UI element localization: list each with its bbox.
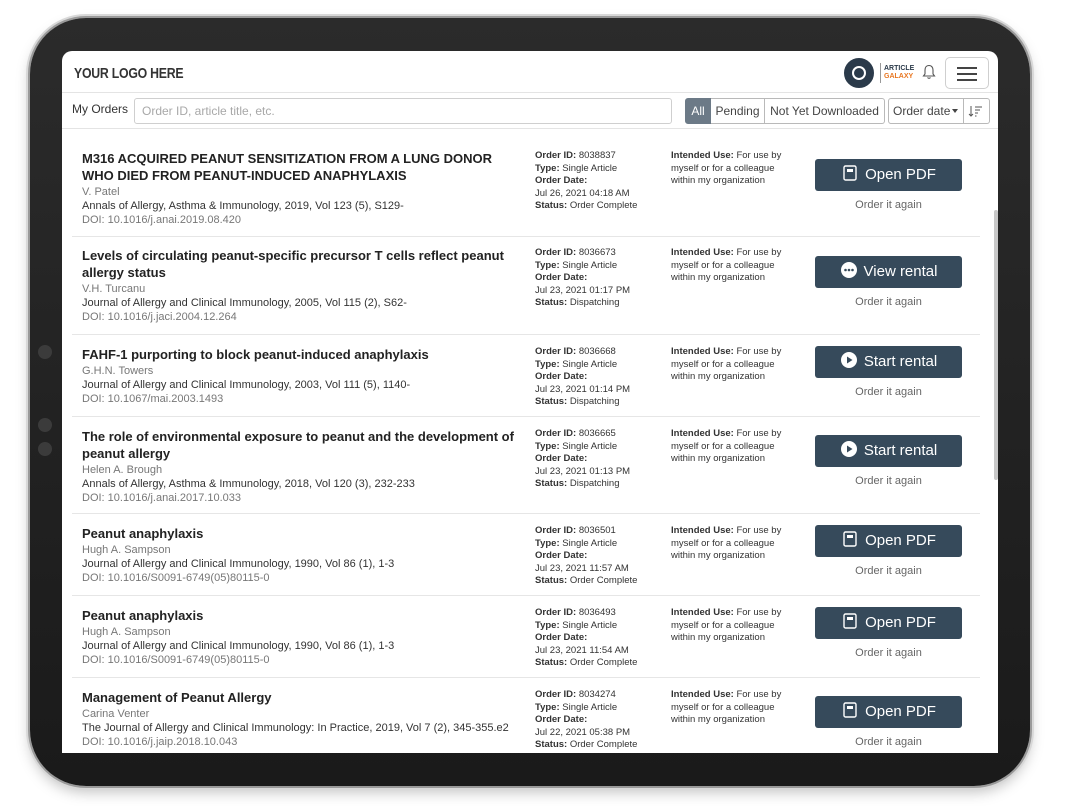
sort-direction-button[interactable]	[964, 98, 990, 124]
order-date: Jul 23, 2021 11:57 AM	[535, 562, 629, 574]
intended-use: Intended Use: For use by myself or for a colleague within my organization	[671, 607, 782, 643]
intended-use: Intended Use: For use by myself or for a colleague within my organization	[671, 150, 782, 186]
open-pdf-button[interactable]: Open PDF	[815, 696, 962, 728]
article-title[interactable]: Peanut anaphylaxis	[82, 526, 204, 541]
bell-icon[interactable]	[922, 64, 936, 80]
order-row	[72, 237, 980, 335]
article-title[interactable]: The role of environmental exposure to peanut and the development of peanut allergy	[82, 429, 514, 461]
article-author: Helen A. Brough	[82, 464, 163, 476]
article-journal: The Journal of Allergy and Clinical Immunology: In Practice, 2019, Vol 7 (2), 345-355.e2	[82, 722, 509, 734]
start-rental-button[interactable]: Start rental	[815, 346, 962, 378]
order-date: Jul 26, 2021 04:18 AM	[535, 187, 630, 199]
order-details: Order ID: 8036668 Type: Single Article Order Date: Jul 23, 2021 01:14 PM Status: Dispatching	[535, 346, 665, 409]
article-doi: DOI: 10.1016/j.jaip.2018.10.043	[82, 736, 238, 748]
order-again-link[interactable]: Order it again	[855, 475, 922, 487]
pdf-icon	[841, 164, 859, 182]
view-rental-button[interactable]: View rental	[815, 256, 962, 288]
article-title[interactable]: FAHF-1 purporting to block peanut-induced anaphylaxis	[82, 347, 429, 362]
order-row	[72, 678, 980, 753]
pdf-icon	[841, 530, 859, 548]
pdf-icon	[841, 701, 859, 719]
order-type: Single Article	[562, 358, 618, 370]
order-type: Single Article	[562, 259, 618, 271]
order-date: Jul 23, 2021 01:17 PM	[535, 284, 631, 296]
order-date: Jul 23, 2021 11:54 AM	[535, 644, 629, 656]
order-type: Single Article	[562, 440, 618, 452]
order-id: 8036673	[578, 247, 616, 258]
sort-order-label: Order date	[893, 104, 951, 118]
article-author: V. Patel	[82, 186, 120, 198]
intended-use: Intended Use: For use by myself or for a colleague within my organization	[671, 346, 782, 382]
ellipsis-icon	[840, 261, 858, 279]
order-type: Single Article	[562, 537, 618, 549]
side-button-dot	[38, 345, 52, 359]
order-search-input[interactable]	[134, 98, 672, 124]
article-doi: DOI: 10.1016/j.jaci.2004.12.264	[82, 311, 237, 323]
article-doi: DOI: 10.1067/mai.2003.1493	[82, 393, 224, 405]
filter-all[interactable]: All	[685, 98, 711, 124]
galaxy-icon	[844, 58, 874, 88]
order-date: Jul 23, 2021 01:13 PM	[535, 465, 631, 477]
article-author: Hugh A. Sampson	[82, 626, 171, 638]
order-row	[72, 514, 980, 596]
article-author: G.H.N. Towers	[82, 365, 154, 377]
article-journal: Annals of Allergy, Asthma & Immunology, 2018, Vol 120 (3), 232-233	[82, 478, 415, 490]
order-type: Single Article	[562, 162, 618, 174]
article-journal: Journal of Allergy and Clinical Immunology, 1990, Vol 86 (1), 1-3	[82, 640, 395, 652]
open-pdf-button[interactable]: Open PDF	[815, 525, 962, 557]
article-author: V.H. Turcanu	[82, 283, 146, 295]
order-type: Single Article	[562, 701, 618, 713]
logo-placeholder[interactable]: YOUR LOGO HERE	[74, 65, 184, 82]
hamburger-menu-button[interactable]	[945, 57, 989, 89]
article-journal: Journal of Allergy and Clinical Immunology, 1990, Vol 86 (1), 1-3	[82, 558, 395, 570]
order-status: Dispatching	[569, 478, 620, 489]
app-screen	[62, 51, 998, 753]
order-details: Order ID: 8036493 Type: Single Article Order Date: Jul 23, 2021 11:54 AM Status: Order Complete	[535, 607, 665, 670]
article-title[interactable]: Management of Peanut Allergy	[82, 690, 272, 705]
order-id: 8036501	[578, 525, 616, 536]
order-status: Dispatching	[569, 396, 620, 407]
filter-not-yet-downloaded[interactable]: Not Yet Downloaded	[765, 98, 885, 124]
order-status: Order Complete	[569, 200, 638, 211]
intended-use: Intended Use: For use by myself or for a colleague within my organization	[671, 689, 782, 725]
orders-toolbar	[62, 93, 998, 129]
order-id: 8036665	[578, 428, 616, 439]
open-pdf-button[interactable]: Open PDF	[815, 607, 962, 639]
side-button-dot	[38, 442, 52, 456]
order-again-link[interactable]: Order it again	[855, 647, 922, 659]
article-author: Carina Venter	[82, 708, 150, 720]
sort-descending-icon	[964, 99, 988, 123]
brand-name-line2: GALAXY	[884, 73, 914, 80]
order-id: 8036668	[578, 346, 616, 357]
order-status: Dispatching	[569, 297, 620, 308]
list-scrollbar[interactable]	[994, 210, 998, 480]
order-date: Jul 23, 2021 01:14 PM	[535, 383, 631, 395]
play-icon	[840, 351, 858, 369]
intended-use: Intended Use: For use by myself or for a colleague within my organization	[671, 247, 782, 283]
my-orders-label: My Orders	[72, 102, 129, 116]
filter-pending[interactable]: Pending	[711, 98, 765, 124]
start-rental-button[interactable]: Start rental	[815, 435, 962, 467]
order-date: Jul 22, 2021 05:38 PM	[535, 726, 631, 738]
side-button-dot	[38, 418, 52, 432]
chevron-down-icon	[952, 109, 958, 113]
intended-use: Intended Use: For use by myself or for a colleague within my organization	[671, 428, 782, 464]
order-row	[72, 335, 980, 417]
order-details: Order ID: 8038837 Type: Single Article Order Date: Jul 26, 2021 04:18 AM Status: Order Complete	[535, 150, 665, 213]
article-journal: Journal of Allergy and Clinical Immunology, 2005, Vol 115 (2), S62-	[82, 297, 407, 309]
article-title[interactable]: M316 ACQUIRED PEANUT SENSITIZATION FROM A LUNG DONOR WHO DIED FROM PEANUT-INDUCED ANAPHYLAXIS	[82, 151, 492, 183]
article-doi: DOI: 10.1016/S0091-6749(05)80115-0	[82, 572, 270, 584]
order-id: 8034274	[578, 689, 616, 700]
article-title[interactable]: Peanut anaphylaxis	[82, 608, 204, 623]
open-pdf-button[interactable]: Open PDF	[815, 159, 962, 191]
sort-order-select[interactable]	[888, 98, 964, 124]
order-row	[72, 596, 980, 678]
intended-use: Intended Use: For use by myself or for a colleague within my organization	[671, 525, 782, 561]
order-again-link[interactable]: Order it again	[855, 565, 922, 577]
brand-name-line1: ARTICLE	[884, 65, 915, 72]
order-again-link[interactable]: Order it again	[855, 296, 922, 308]
order-details: Order ID: 8034274 Type: Single Article Order Date: Jul 22, 2021 05:38 PM Status: Order Complete	[535, 689, 665, 752]
article-title[interactable]: Levels of circulating peanut-specific precursor T cells reflect peanut allergy status	[82, 248, 504, 280]
app-header	[62, 51, 998, 93]
play-icon	[840, 440, 858, 458]
order-again-link[interactable]: Order it again	[855, 736, 922, 748]
order-row	[72, 130, 980, 237]
order-status: Order Complete	[569, 657, 638, 668]
order-status: Order Complete	[569, 739, 638, 750]
order-details: Order ID: 8036501 Type: Single Article Order Date: Jul 23, 2021 11:57 AM Status: Order Complete	[535, 525, 665, 588]
order-list	[62, 130, 998, 753]
order-row	[72, 417, 980, 514]
order-details: Order ID: 8036665 Type: Single Article Order Date: Jul 23, 2021 01:13 PM Status: Dispatching	[535, 428, 665, 491]
pdf-icon	[841, 612, 859, 630]
article-doi: DOI: 10.1016/S0091-6749(05)80115-0	[82, 654, 270, 666]
article-doi: DOI: 10.1016/j.anai.2019.08.420	[82, 214, 242, 226]
order-id: 8038837	[578, 150, 616, 161]
order-id: 8036493	[578, 607, 616, 618]
article-author: Hugh A. Sampson	[82, 544, 171, 556]
order-status: Order Complete	[569, 575, 638, 586]
article-journal: Annals of Allergy, Asthma & Immunology, 2019, Vol 123 (5), S129-	[82, 200, 404, 212]
article-journal: Journal of Allergy and Clinical Immunology, 2003, Vol 111 (5), 1140-	[82, 379, 411, 391]
order-again-link[interactable]: Order it again	[855, 386, 922, 398]
article-galaxy-logo[interactable]	[844, 57, 916, 87]
order-type: Single Article	[562, 619, 618, 631]
order-details: Order ID: 8036673 Type: Single Article Order Date: Jul 23, 2021 01:17 PM Status: Dispatching	[535, 247, 665, 310]
order-again-link[interactable]: Order it again	[855, 199, 922, 211]
article-doi: DOI: 10.1016/j.anai.2017.10.033	[82, 492, 242, 504]
